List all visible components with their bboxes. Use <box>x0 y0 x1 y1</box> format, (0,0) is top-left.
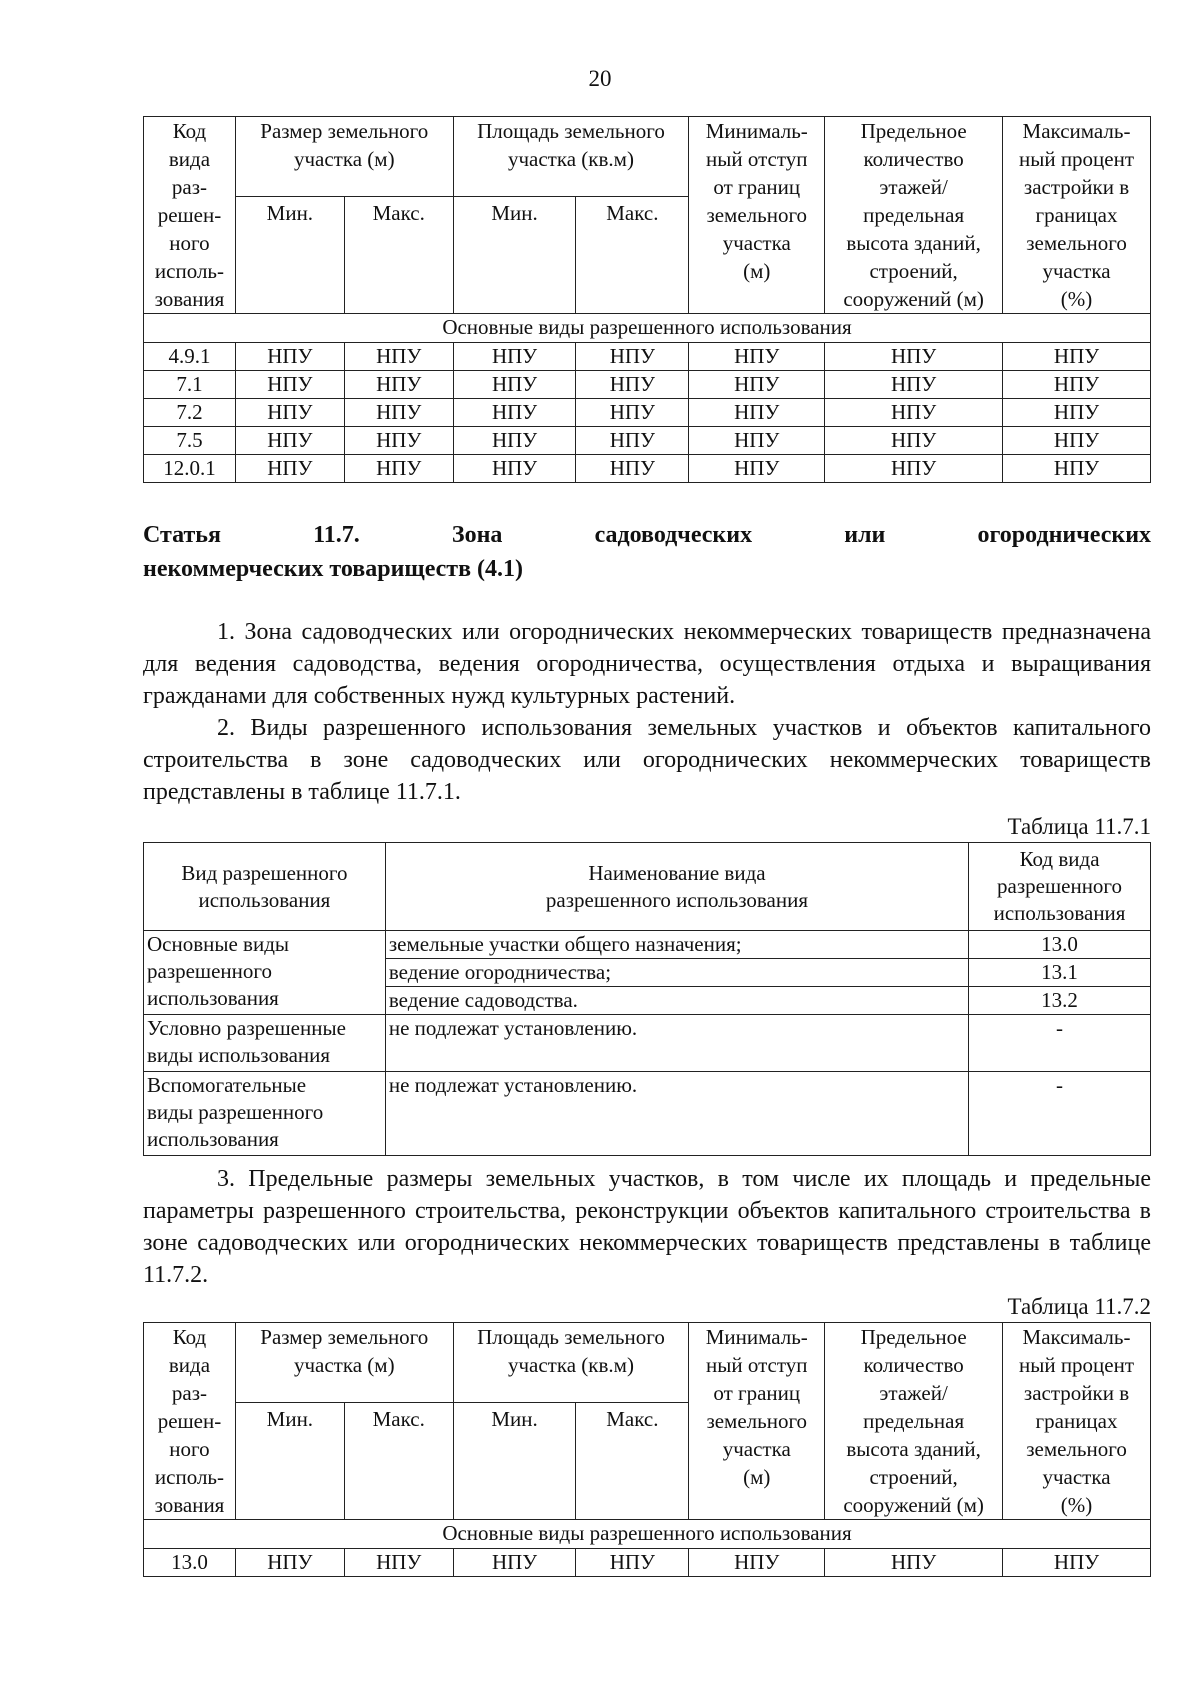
header-line: земельного <box>706 1409 808 1433</box>
row-value: НПУ <box>344 455 453 483</box>
header-line: исполь- <box>154 1465 224 1489</box>
header-line: ный отступ <box>706 147 808 171</box>
header-area-max: Макс. <box>576 197 689 314</box>
params-table-bottom <box>143 1322 1151 1577</box>
header-size <box>235 117 453 197</box>
header-line: зования <box>154 1493 225 1517</box>
row-value: НПУ <box>576 343 689 371</box>
header-area-min: Мин. <box>453 197 576 314</box>
row-value: НПУ <box>1003 1549 1151 1577</box>
paragraph-1: 1. Зона садоводческих или огороднических некоммерческих товариществ предназначена для ведения садоводства, ведения огородничества, осуществления отдыха и выращивания гражданами для собственных нужд культурных растений. <box>143 619 1151 709</box>
header-line: вида <box>168 147 211 171</box>
row-value: НПУ <box>453 455 576 483</box>
uses-conditional-code: - <box>969 1015 1151 1072</box>
row-value: НПУ <box>235 1549 344 1577</box>
row-value: НПУ <box>825 427 1003 455</box>
article-heading-line2: некоммерческих товариществ (4.1) <box>143 556 524 582</box>
header-size-min: Мин. <box>235 1403 344 1520</box>
header-line: Минималь- <box>705 119 808 143</box>
row-value: НПУ <box>235 399 344 427</box>
header-line: ного <box>169 1437 210 1461</box>
header-line: ный отступ <box>706 1353 808 1377</box>
row-value: НПУ <box>453 343 576 371</box>
uses-aux-label: Вспомогательные виды разрешенного использования <box>144 1072 386 1156</box>
row-value: НПУ <box>1003 455 1151 483</box>
header-line: количество <box>863 147 964 171</box>
row-value: НПУ <box>235 371 344 399</box>
table-row <box>144 343 1151 371</box>
header-area <box>453 117 689 197</box>
header-line: участка (кв.м) <box>507 147 634 171</box>
header-line: Площадь земельного <box>477 119 665 143</box>
row-value: НПУ <box>689 455 825 483</box>
row-value: НПУ <box>689 343 825 371</box>
header-line: предельная <box>863 1409 965 1433</box>
header-line: решен- <box>157 1409 222 1433</box>
header-line: ный процент <box>1018 1353 1135 1377</box>
header-line: раз- <box>171 1381 208 1405</box>
section-basic-uses: Основные виды разрешенного использования <box>144 1520 1151 1549</box>
article-heading <box>143 518 1151 586</box>
table-row <box>144 399 1151 427</box>
header-percent <box>1003 1323 1151 1520</box>
row-value: НПУ <box>689 399 825 427</box>
row-value: НПУ <box>689 427 825 455</box>
table-row <box>144 371 1151 399</box>
row-value: НПУ <box>1003 371 1151 399</box>
header-line: земельного <box>706 203 808 227</box>
header-line: (%) <box>1060 287 1093 311</box>
row-code: 7.5 <box>144 427 236 455</box>
header-line: Код <box>172 1325 207 1349</box>
header-line: участка <box>1042 1465 1111 1489</box>
header-code <box>144 117 236 314</box>
header-line: участка (м) <box>293 147 395 171</box>
row-value: НПУ <box>825 1549 1003 1577</box>
header-line: ный процент <box>1018 147 1135 171</box>
header-size-min: Мин. <box>235 197 344 314</box>
row-value: НПУ <box>576 455 689 483</box>
row-value: НПУ <box>1003 399 1151 427</box>
table-row <box>144 427 1151 455</box>
uses-basic-label: Основные виды разрешенного использования <box>144 931 386 1015</box>
row-value: НПУ <box>453 427 576 455</box>
header-line: исполь- <box>154 259 224 283</box>
row-value: НПУ <box>576 399 689 427</box>
header-floors <box>825 1323 1003 1520</box>
table-caption-11-7-1: Таблица 11.7.1 <box>1007 814 1151 839</box>
header-line: от границ <box>713 175 801 199</box>
header-offset <box>689 117 825 314</box>
row-value: НПУ <box>1003 427 1151 455</box>
uses-conditional-label: Условно разрешенные виды использования <box>144 1015 386 1072</box>
header-line: застройки в <box>1023 1381 1130 1405</box>
header-line: (м) <box>743 259 771 283</box>
uses-basic-name-2: ведение огородничества; <box>385 959 968 987</box>
header-line: участка <box>1042 259 1111 283</box>
row-value: НПУ <box>825 343 1003 371</box>
uses-aux-name: не подлежат установлению. <box>385 1072 968 1156</box>
row-value: НПУ <box>344 371 453 399</box>
header-line: (м) <box>743 1465 771 1489</box>
uses-header-code: Код вида разрешенного использования <box>969 843 1151 931</box>
row-value: НПУ <box>689 1549 825 1577</box>
row-value: НПУ <box>344 343 453 371</box>
header-line: Минималь- <box>705 1325 808 1349</box>
header-line: от границ <box>713 1381 801 1405</box>
uses-aux-code: - <box>969 1072 1151 1156</box>
header-line: границах <box>1035 1409 1118 1433</box>
row-value: НПУ <box>1003 343 1151 371</box>
header-line: Площадь земельного <box>477 1325 665 1349</box>
header-line: строений, <box>869 1465 958 1489</box>
header-line: сооружений (м) <box>843 287 984 311</box>
header-area <box>453 1323 689 1403</box>
uses-conditional-name: не подлежат установлению. <box>385 1015 968 1072</box>
header-line: ного <box>169 231 210 255</box>
row-value: НПУ <box>344 399 453 427</box>
header-line: предельная <box>863 203 965 227</box>
table-caption-11-7-2: Таблица 11.7.2 <box>1007 1294 1151 1319</box>
header-line: этажей/ <box>879 175 948 199</box>
header-line: Максималь- <box>1022 119 1131 143</box>
header-line: Предельное <box>860 1325 967 1349</box>
article-heading-line1: Статья 11.7. Зона садоводческих или огороднических <box>143 522 1152 548</box>
row-code: 4.9.1 <box>144 343 236 371</box>
uses-basic-name-1: земельные участки общего назначения; <box>385 931 968 959</box>
uses-basic-code-2: 13.1 <box>969 959 1151 987</box>
table-row <box>144 455 1151 483</box>
section-basic-uses: Основные виды разрешенного использования <box>144 314 1151 343</box>
header-size-max: Макс. <box>344 1403 453 1520</box>
header-offset <box>689 1323 825 1520</box>
header-area-max: Макс. <box>576 1403 689 1520</box>
header-percent <box>1003 117 1151 314</box>
header-line: раз- <box>171 175 208 199</box>
header-line: высота зданий, <box>846 231 981 255</box>
row-value: НПУ <box>825 371 1003 399</box>
header-line: границах <box>1035 203 1118 227</box>
row-value: НПУ <box>235 343 344 371</box>
row-value: НПУ <box>825 399 1003 427</box>
uses-basic-code-1: 13.0 <box>969 931 1151 959</box>
header-size-max: Макс. <box>344 197 453 314</box>
header-line: Код <box>172 119 207 143</box>
header-code <box>144 1323 236 1520</box>
header-line: земельного <box>1026 231 1127 255</box>
header-area-min: Мин. <box>453 1403 576 1520</box>
paragraph-3: 3. Предельные размеры земельных участков, в том числе их площадь и предельные параметры разрешенного строительства, реконструкции объектов капитального строительства в зоне садоводческих или огороднических некоммерческих товариществ представлены в таблице 11.7.2. <box>143 1166 1151 1288</box>
row-value: НПУ <box>344 427 453 455</box>
row-value: НПУ <box>825 455 1003 483</box>
header-line: Размер земельного <box>260 1325 429 1349</box>
header-size <box>235 1323 453 1403</box>
header-line: (%) <box>1060 1493 1093 1517</box>
header-line: сооружений (м) <box>843 1493 984 1517</box>
header-line: Максималь- <box>1022 1325 1131 1349</box>
row-value: НПУ <box>576 371 689 399</box>
params-table-top <box>143 116 1151 483</box>
header-line: участка (кв.м) <box>507 1353 634 1377</box>
uses-header-name: Наименование вида разрешенного использования <box>385 843 968 931</box>
uses-table <box>143 842 1151 1156</box>
header-line: строений, <box>869 259 958 283</box>
header-line: участка (м) <box>293 1353 395 1377</box>
header-line: земельного <box>1026 1437 1127 1461</box>
row-value: НПУ <box>235 455 344 483</box>
header-line: участка <box>722 1437 791 1461</box>
uses-header-kind: Вид разрешенного использования <box>144 843 386 931</box>
header-line: количество <box>863 1353 964 1377</box>
row-value: НПУ <box>235 427 344 455</box>
row-value: НПУ <box>453 399 576 427</box>
row-value: НПУ <box>453 371 576 399</box>
header-line: застройки в <box>1023 175 1130 199</box>
uses-basic-name-3: ведение садоводства. <box>385 987 968 1015</box>
row-value: НПУ <box>576 427 689 455</box>
header-floors <box>825 117 1003 314</box>
paragraph-3-block <box>143 1163 1151 1291</box>
row-code: 7.2 <box>144 399 236 427</box>
row-value: НПУ <box>689 371 825 399</box>
paragraph-2: 2. Виды разрешенного использования земельных участков и объектов капитального строительства в зоне садоводческих или огороднических некоммерческих товариществ представлены в таблице 11.7.1. <box>143 715 1151 805</box>
header-line: решен- <box>157 203 222 227</box>
row-code: 12.0.1 <box>144 455 236 483</box>
row-value: НПУ <box>453 1549 576 1577</box>
row-code: 7.1 <box>144 371 236 399</box>
header-line: высота зданий, <box>846 1437 981 1461</box>
header-line: Предельное <box>860 119 967 143</box>
header-line: зования <box>154 287 225 311</box>
header-line: вида <box>168 1353 211 1377</box>
paragraphs-1-2 <box>143 616 1151 808</box>
uses-basic-code-3: 13.2 <box>969 987 1151 1015</box>
row-value: НПУ <box>576 1549 689 1577</box>
row-value: НПУ <box>344 1549 453 1577</box>
header-line: Размер земельного <box>260 119 429 143</box>
table-row <box>144 1549 1151 1577</box>
row-code: 13.0 <box>144 1549 236 1577</box>
page-number: 20 <box>588 66 612 91</box>
header-line: этажей/ <box>879 1381 948 1405</box>
header-line: участка <box>722 231 791 255</box>
